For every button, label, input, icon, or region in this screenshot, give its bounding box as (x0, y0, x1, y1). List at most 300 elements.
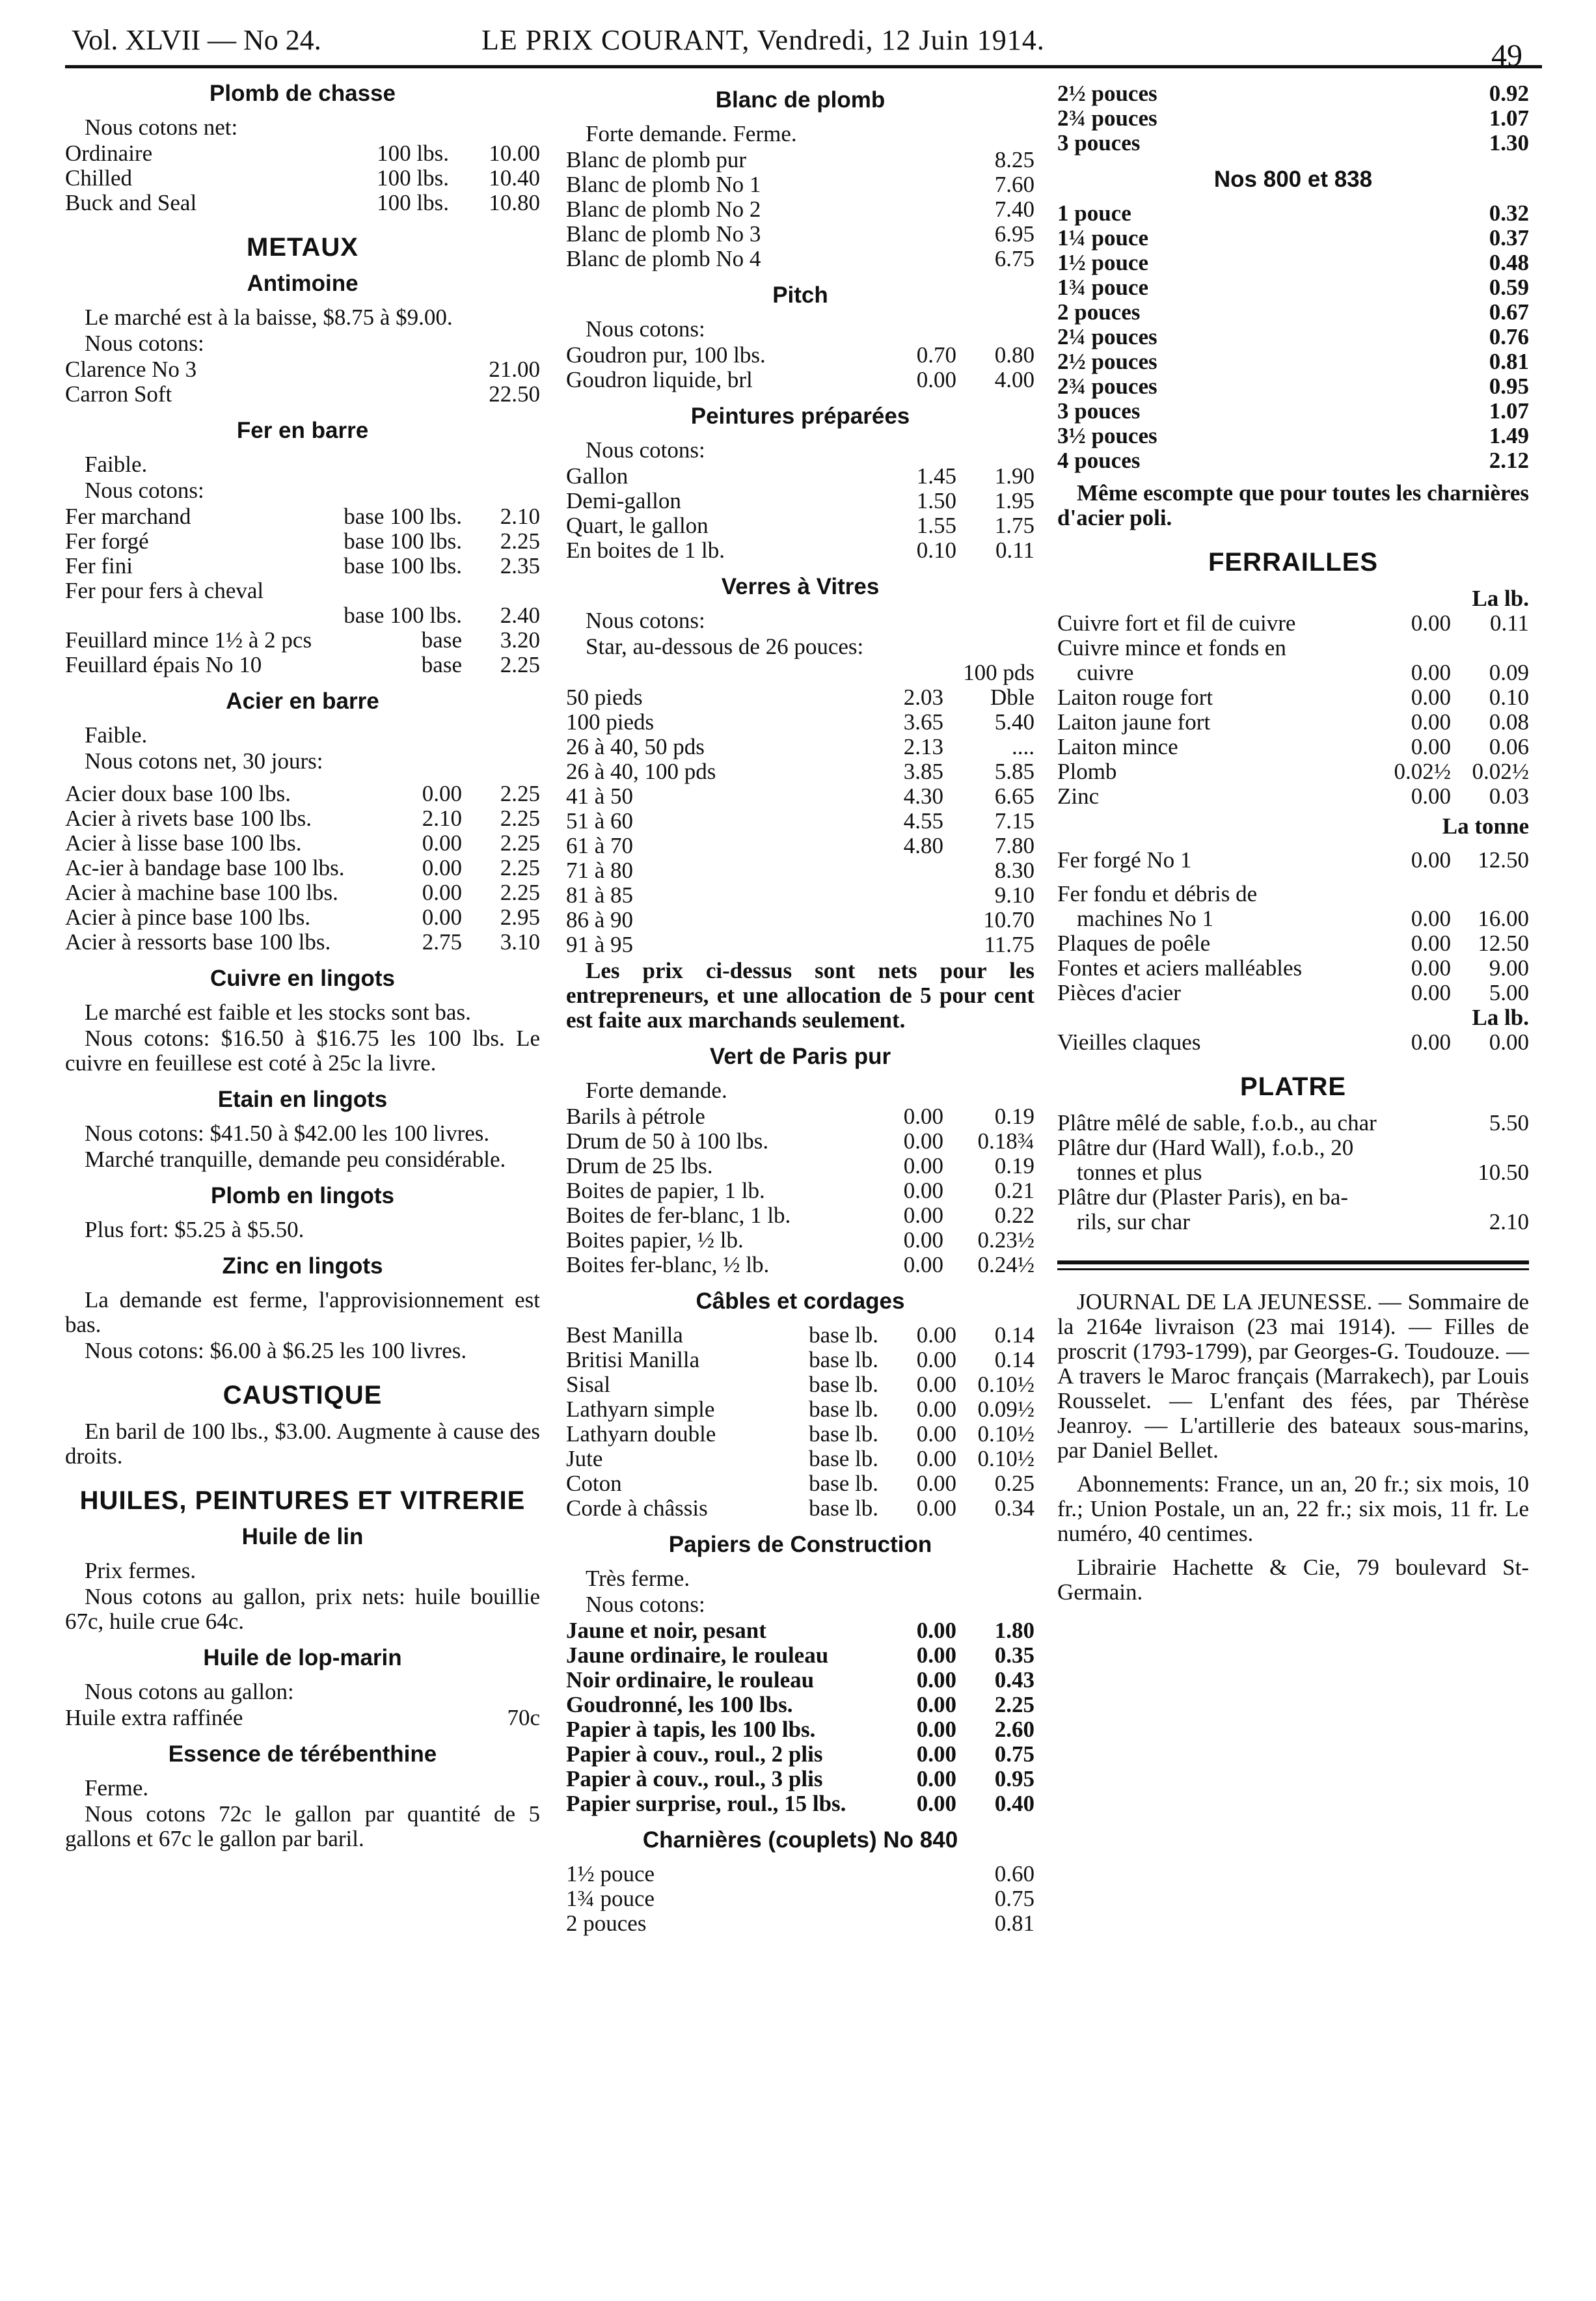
table-row (65, 191, 540, 215)
price-low-cell: 0.00 (422, 905, 462, 930)
price-high-cell: 1.75 (994, 513, 1035, 538)
price-low-cell: 0.00 (1411, 783, 1451, 809)
name-cell: Corde à châssis (566, 1496, 708, 1521)
name-cell: 26 à 40, 50 pds (566, 735, 705, 759)
price-low-cell: 0.00 (903, 1252, 943, 1277)
name-cell: Feuillard mince 1½ à 2 pcs (65, 628, 312, 653)
price-table (566, 1862, 1035, 1936)
section-title: Acier en barre (226, 688, 379, 714)
price-high-cell: 1.95 (994, 488, 1035, 513)
price-cell: 0.32 (1489, 200, 1529, 226)
unit-cell: 100 lbs. (377, 165, 449, 191)
section-title: Verres à Vitres (721, 574, 880, 599)
name-cell: Acier à ressorts base 100 lbs. (65, 930, 331, 955)
price-low-cell: 0.00 (916, 1322, 956, 1348)
section-title: Huile de lop-marin (203, 1645, 402, 1670)
paragraph: En baril de 100 lbs., $3.00. Augmente à cause des droits. (65, 1419, 540, 1469)
table-row (566, 685, 1035, 710)
price-low-cell: 4.55 (903, 808, 943, 834)
table-row (65, 382, 540, 407)
table-row (566, 538, 1035, 563)
table-row (566, 1791, 1035, 1816)
name-cell: Cuivre fort et fil de cuivre (1057, 611, 1296, 636)
price-high-cell: 0.35 (994, 1642, 1035, 1668)
name-cell: 50 pieds (566, 685, 643, 710)
name-cell: Clarence No 3 (65, 357, 197, 382)
table-row (65, 782, 540, 806)
price-cell: 8.25 (994, 147, 1035, 172)
price-cell: 5.50 (1489, 1110, 1529, 1136)
name-cell: En boites de 1 lb. (566, 538, 725, 563)
name-cell: Lathyarn simple (566, 1397, 715, 1422)
price-table (1057, 931, 1529, 1005)
table-row (566, 1372, 1035, 1397)
table-row (1057, 759, 1529, 784)
price-table (1057, 685, 1529, 809)
price-low-cell: 1.50 (916, 488, 956, 513)
price-low-cell: 0.00 (916, 1642, 956, 1668)
price-high-cell: 4.00 (994, 367, 1035, 392)
table-row (65, 603, 540, 628)
name-cell: Quart, le gallon (566, 513, 709, 538)
name-cell: Laiton rouge fort (1057, 685, 1213, 710)
price-low-cell: 0.00 (903, 1178, 943, 1203)
price-cell: 3.20 (500, 627, 540, 653)
paragraph: Nous cotons: $41.50 à $42.00 les 100 livres. (85, 1121, 490, 1146)
price-cell: 0.95 (1489, 374, 1529, 399)
price-high-cell: 16.00 (1478, 906, 1529, 931)
price-low-cell: 0.00 (1411, 709, 1451, 735)
name-cell: Jaune et noir, pesant (566, 1618, 766, 1643)
paragraph: Même escompte que pour toutes les charnières d'acier poli. (1057, 480, 1529, 530)
name-cell: Papier à tapis, les 100 lbs. (566, 1717, 816, 1742)
price-high-cell: 0.34 (994, 1495, 1035, 1521)
unit-cell: base lb. (809, 1347, 878, 1372)
table-row (566, 1323, 1035, 1348)
price-cell: 6.75 (994, 246, 1035, 271)
paragraph: Nous cotons 72c le gallon par quantité de 5 gallons et 67c le gallon par baril. (65, 1801, 540, 1851)
name-cell: Best Manilla (566, 1323, 683, 1348)
unit-cell: base lb. (809, 1495, 878, 1521)
name-cell: Vieilles claques (1057, 1030, 1201, 1055)
price-low-cell: 0.00 (1411, 931, 1451, 956)
name-cell: Fer forgé (65, 529, 149, 554)
table-row (566, 1154, 1035, 1178)
price-cell: 21.00 (489, 357, 540, 382)
paragraph: Faible. (85, 452, 148, 477)
name-cell: Fer marchand (65, 504, 191, 529)
price-high-cell: 6.65 (994, 783, 1035, 809)
price-low-cell: 2.13 (903, 734, 943, 759)
name-cell: Goudron liquide, brl (566, 368, 753, 392)
table-row (566, 1348, 1035, 1372)
price-table (566, 1618, 1035, 1816)
section-title: Antimoine (247, 271, 358, 296)
price-high-cell: 0.24½ (977, 1252, 1035, 1277)
section-title: Essence de térébenthine (168, 1741, 437, 1767)
price-high-cell: 11.75 (984, 932, 1035, 957)
paragraph: Très ferme. (586, 1566, 690, 1591)
price-cell: 10.50 (1478, 1160, 1529, 1185)
table-row (566, 908, 1035, 933)
price-high-cell: 0.75 (994, 1741, 1035, 1767)
price-high-cell: 0.11 (995, 538, 1035, 563)
price-cell: 0.37 (1489, 225, 1529, 251)
table-row (1057, 1111, 1529, 1136)
table-row (1057, 906, 1529, 931)
price-low-cell: 0.00 (1411, 660, 1451, 685)
column-2 (566, 81, 1035, 1936)
name-cell: 4 pouces (1057, 448, 1141, 473)
price-low-cell: 0.00 (916, 1791, 956, 1816)
table-row (1057, 784, 1529, 809)
price-low-cell: 0.02½ (1394, 759, 1451, 784)
table-row (1057, 106, 1529, 131)
price-cell: 2.35 (500, 553, 540, 579)
price-high-cell: Dble (990, 685, 1035, 710)
price-low-cell: 0.00 (916, 1741, 956, 1767)
page-header (65, 20, 1542, 73)
table-row (1057, 735, 1529, 759)
price-low-cell: 0.00 (1411, 685, 1451, 710)
table-row (566, 1496, 1035, 1521)
section-title: Papiers de Construction (668, 1532, 932, 1557)
table-row (1057, 374, 1529, 399)
table-row (566, 1886, 1035, 1911)
table-row (1057, 131, 1529, 156)
table-row (65, 806, 540, 831)
table-row (1057, 275, 1529, 300)
price-high-cell: 2.25 (994, 1692, 1035, 1717)
name-cell: Noir ordinaire, le rouleau (566, 1668, 815, 1693)
paragraph: Marché tranquille, demande peu considérable. (85, 1147, 506, 1172)
table-row (1057, 226, 1529, 251)
price-cell: 0.60 (994, 1861, 1035, 1886)
table-row (566, 368, 1035, 392)
price-low-cell: 0.00 (1411, 1029, 1451, 1055)
table-row (1057, 1160, 1529, 1185)
price-high-cell: 0.11 (1490, 610, 1529, 636)
price-high-cell: 0.19 (994, 1153, 1035, 1178)
price-high-cell: 0.19 (994, 1104, 1035, 1129)
table-row (1057, 251, 1529, 275)
name-cell: Fer forgé No 1 (1057, 848, 1192, 873)
note: Nous cotons: (85, 478, 204, 503)
price-high-cell: 0.10½ (977, 1446, 1035, 1471)
price-high-cell: 2.25 (500, 855, 540, 880)
note: Nous cotons: (586, 1592, 705, 1617)
name-cell: 81 à 85 (566, 883, 634, 908)
price-high-cell: 1.90 (994, 463, 1035, 489)
journal-notice: JOURNAL DE LA JEUNESSE. — Sommaire de la 2164e livraison (23 mai 1914). — Filles de proscrit (1793-1799), par Georges-G. Toudouze. — A travers le Maroc français (Marrakech), par Louis Rousselet. — L'enfant des fées, par Thérèse Jeanroy. — L'artillerie des bateaux sous-marins, par Daniel Bellet. (1057, 1289, 1529, 1463)
price-low-cell: 0.00 (916, 1766, 956, 1791)
name-cell: Britisi Manilla (566, 1348, 700, 1372)
price-table (566, 148, 1035, 271)
name-cell: Laiton jaune fort (1057, 710, 1211, 735)
table-row (65, 166, 540, 191)
name-cell: 2¾ pouces (1057, 106, 1157, 131)
unit-label: La lb. (1472, 586, 1529, 611)
price-cell: 6.95 (994, 221, 1035, 247)
name-cell: Acier à machine base 100 lbs. (65, 880, 338, 905)
unit-cell: base lb. (809, 1322, 878, 1348)
name-cell: Acier à lisse base 100 lbs. (65, 831, 302, 856)
price-high-cell: 0.23½ (977, 1227, 1035, 1253)
price-low-cell: 0.00 (903, 1104, 943, 1129)
price-high-cell: 5.00 (1489, 980, 1529, 1005)
table-row (566, 247, 1035, 271)
price-table (566, 1323, 1035, 1521)
price-high-cell: 0.43 (994, 1667, 1035, 1693)
row-label: Fer pour fers à cheval (65, 578, 264, 603)
section-title: Huile de lin (241, 1524, 364, 1549)
table-row (566, 1178, 1035, 1203)
row-label: Plâtre dur (Plaster Paris), en ba- (1057, 1184, 1349, 1210)
name-cell: Jaune ordinaire, le rouleau (566, 1643, 829, 1668)
name-cell: 2½ pouces (1057, 349, 1157, 374)
table-row (1057, 1210, 1529, 1234)
price-low-cell: 0.10 (916, 538, 956, 563)
table-row (566, 1742, 1035, 1767)
price-high-cell: 0.25 (994, 1471, 1035, 1496)
price-cell: 1.30 (1489, 130, 1529, 156)
name-cell: Blanc de plomb pur (566, 148, 747, 172)
paragraph: Faible. (85, 722, 148, 748)
double-rule-divider (1057, 1260, 1529, 1270)
price-low-cell: 3.65 (903, 709, 943, 735)
price-cell: 2.10 (500, 504, 540, 529)
price-low-cell: 0.00 (916, 1471, 956, 1496)
unit-cell: base lb. (809, 1446, 878, 1471)
name-cell: Jute (566, 1447, 603, 1471)
price-low-cell: 2.03 (903, 685, 943, 710)
name-cell: Plaques de poêle (1057, 931, 1211, 956)
table-row (566, 172, 1035, 197)
unit-cell: base 100 lbs. (344, 528, 462, 554)
subscription-notice: Abonnements: France, un an, 20 fr.; six mois, 10 fr.; Union Postale, un an, 22 fr.; six mois, 11 fr. Le numéro, 40 centimes. (1057, 1471, 1529, 1546)
table-row (566, 1129, 1035, 1154)
table-row (566, 735, 1035, 759)
price-low-cell: 0.00 (1411, 734, 1451, 759)
unit-cell: base lb. (809, 1471, 878, 1496)
price-high-cell: 2.25 (500, 880, 540, 905)
table-row (566, 933, 1035, 957)
price-low-cell: 0.00 (422, 855, 462, 880)
price-table (65, 504, 540, 579)
price-high-cell: 0.06 (1489, 734, 1529, 759)
paragraph: La demande est ferme, l'approvisionnement est bas. (65, 1287, 540, 1337)
table-row (65, 930, 540, 955)
section-title: Fer en barre (236, 418, 369, 443)
table-row (1057, 611, 1529, 636)
table-row (566, 710, 1035, 735)
name-cell: Fer fini (65, 554, 133, 579)
price-high-cell: 1.80 (994, 1618, 1035, 1643)
section-title: Plomb en lingots (211, 1183, 394, 1208)
price-table (566, 685, 1035, 957)
name-cell: Sisal (566, 1372, 611, 1397)
note: Nous cotons: (586, 608, 705, 633)
price-low-cell: 0.00 (916, 1446, 956, 1471)
name-cell: 2¼ pouces (1057, 325, 1157, 349)
publisher-notice: Librairie Hachette & Cie, 79 boulevard St-Germain. (1057, 1555, 1529, 1605)
price-high-cell: 0.02½ (1472, 759, 1529, 784)
section-title: PLATRE (1239, 1072, 1347, 1101)
table-row (566, 1767, 1035, 1791)
unit-cell: 100 lbs. (377, 190, 449, 215)
section-title: FERRAILLES (1208, 548, 1379, 577)
table-row (566, 809, 1035, 834)
section-title: Câbles et cordages (696, 1288, 905, 1314)
paragraph: Nous cotons: $16.50 à $16.75 les 100 lbs. Le cuivre en feuillese est coté à 25c la livre. (65, 1026, 540, 1076)
table-row (65, 1706, 540, 1730)
note: Star, au-dessous de 26 pouces: (586, 634, 864, 659)
table-row (566, 883, 1035, 908)
column-header (566, 660, 1035, 685)
table-row (566, 222, 1035, 247)
price-high-cell: 0.10½ (977, 1372, 1035, 1397)
table-row (566, 834, 1035, 858)
price-high-cell: 9.10 (994, 882, 1035, 908)
section-title: Pitch (772, 282, 828, 308)
price-cell: 1.07 (1489, 398, 1529, 424)
table-row (566, 1643, 1035, 1668)
name-cell: Blanc de plomb No 4 (566, 247, 761, 271)
unit-cell: base lb. (809, 1421, 878, 1447)
unit-cell: 100 lbs. (377, 141, 449, 166)
name-cell: Boites fer-blanc, ½ lb. (566, 1253, 770, 1277)
table-row (1057, 981, 1529, 1005)
price-low-cell: 0.00 (903, 1203, 943, 1228)
unit-cell: base 100 lbs. (344, 504, 462, 529)
table-row (566, 1618, 1035, 1643)
table-row (65, 529, 540, 554)
paragraph: Nous cotons: $6.00 à $6.25 les 100 livres. (85, 1338, 467, 1363)
table-row (566, 858, 1035, 883)
price-cell: 70c (507, 1705, 540, 1730)
table-row (566, 1203, 1035, 1228)
price-cell: 22.50 (489, 381, 540, 407)
unit-cell: base (421, 652, 462, 677)
volume-label: Vol. XLVII — No 24. (72, 24, 321, 56)
table-row (566, 148, 1035, 172)
table-row (566, 1104, 1035, 1129)
price-low-cell: 0.00 (916, 1717, 956, 1742)
price-cell: 2.12 (1489, 448, 1529, 473)
name-cell: cuivre (1077, 660, 1134, 685)
table-row (1057, 448, 1529, 473)
name-cell: 1¼ pouce (1057, 226, 1148, 251)
section-title: Blanc de plomb (715, 87, 886, 113)
price-low-cell: 0.00 (422, 781, 462, 806)
price-high-cell: 9.00 (1489, 955, 1529, 981)
name-cell: rils, sur char (1077, 1210, 1190, 1234)
section-title: Peintures préparées (690, 403, 910, 429)
name-cell: Chilled (65, 166, 133, 191)
price-high-cell: 2.60 (994, 1717, 1035, 1742)
row-label: Fer fondu et débris de (1057, 881, 1258, 906)
price-cell: 10.80 (489, 190, 540, 215)
page-number: 49 (1491, 38, 1522, 73)
price-cell: 7.60 (994, 172, 1035, 197)
paragraph: Nous cotons au gallon, prix nets: huile bouillie 67c, huile crue 64c. (65, 1584, 540, 1634)
name-cell: Acier à pince base 100 lbs. (65, 905, 311, 930)
name-cell: Huile extra raffinée (65, 1706, 243, 1730)
price-cell: 2.25 (500, 528, 540, 554)
table-row (566, 784, 1035, 809)
price-high-cell: 0.10½ (977, 1421, 1035, 1447)
price-cell: 7.40 (994, 197, 1035, 222)
name-cell: Gallon (566, 464, 629, 489)
table-row (566, 464, 1035, 489)
name-cell: Lathyarn double (566, 1422, 716, 1447)
price-high-cell: 0.22 (994, 1203, 1035, 1228)
price-high-cell: 0.03 (1489, 783, 1529, 809)
price-high-cell: 3.10 (500, 929, 540, 955)
price-low-cell: 0.00 (916, 1396, 956, 1422)
price-cell: 0.81 (994, 1911, 1035, 1936)
name-cell: Blanc de plomb No 3 (566, 222, 761, 247)
price-cell: 0.81 (1489, 349, 1529, 374)
paragraph: Les prix ci-dessus sont nets pour les entrepreneurs, et une allocation de 5 pour cent est faite aux marchands seulement. (566, 958, 1035, 1033)
price-low-cell: 0.70 (916, 342, 956, 368)
price-low-cell: 0.00 (916, 1495, 956, 1521)
price-high-cell: 0.14 (994, 1322, 1035, 1348)
price-high-cell: .... (1012, 734, 1035, 759)
table-row (1057, 660, 1529, 685)
price-cell: 0.67 (1489, 299, 1529, 325)
name-cell: 41 à 50 (566, 784, 634, 809)
price-high-cell: 0.21 (994, 1178, 1035, 1203)
note: Nous cotons: (586, 437, 705, 463)
price-high-cell: 0.00 (1489, 1029, 1529, 1055)
note: Nous cotons: (586, 316, 705, 342)
table-row (566, 1668, 1035, 1693)
table-row (65, 905, 540, 930)
name-cell: Papier à couv., roul., 3 plis (566, 1767, 823, 1791)
paragraph: Le marché est faible et les stocks sont bas. (85, 1000, 471, 1025)
price-low-cell: 0.00 (1411, 847, 1451, 873)
price-high-cell: 0.40 (994, 1791, 1035, 1816)
note: Nous cotons au gallon: (85, 1679, 294, 1704)
price-low-cell: 0.00 (422, 880, 462, 905)
name-cell: 91 à 95 (566, 933, 634, 957)
name-cell: Boites de papier, 1 lb. (566, 1178, 765, 1203)
paragraph: Le marché est à la baisse, $8.75 à $9.00. (85, 305, 453, 330)
price-table (566, 464, 1035, 563)
table-row (1057, 81, 1529, 106)
name-cell: 61 à 70 (566, 834, 634, 858)
table-row (65, 856, 540, 880)
price-table (65, 141, 540, 215)
name-cell: Zinc (1057, 784, 1100, 809)
name-cell: machines No 1 (1077, 906, 1213, 931)
price-high-cell: 7.15 (994, 808, 1035, 834)
table-row (1057, 848, 1529, 873)
name-cell: Ac-ier à bandage base 100 lbs. (65, 856, 345, 880)
table-row (566, 1471, 1035, 1496)
name-cell: 71 à 80 (566, 858, 634, 883)
name-cell: 3½ pouces (1057, 424, 1157, 448)
table-row (1057, 349, 1529, 374)
table-row (1057, 956, 1529, 981)
price-cell: 2.40 (500, 603, 540, 628)
table-row (1057, 685, 1529, 710)
price-high-cell: 8.30 (994, 858, 1035, 883)
table-row (65, 653, 540, 677)
table-row (1057, 1030, 1529, 1055)
price-low-cell: 0.00 (916, 367, 956, 392)
